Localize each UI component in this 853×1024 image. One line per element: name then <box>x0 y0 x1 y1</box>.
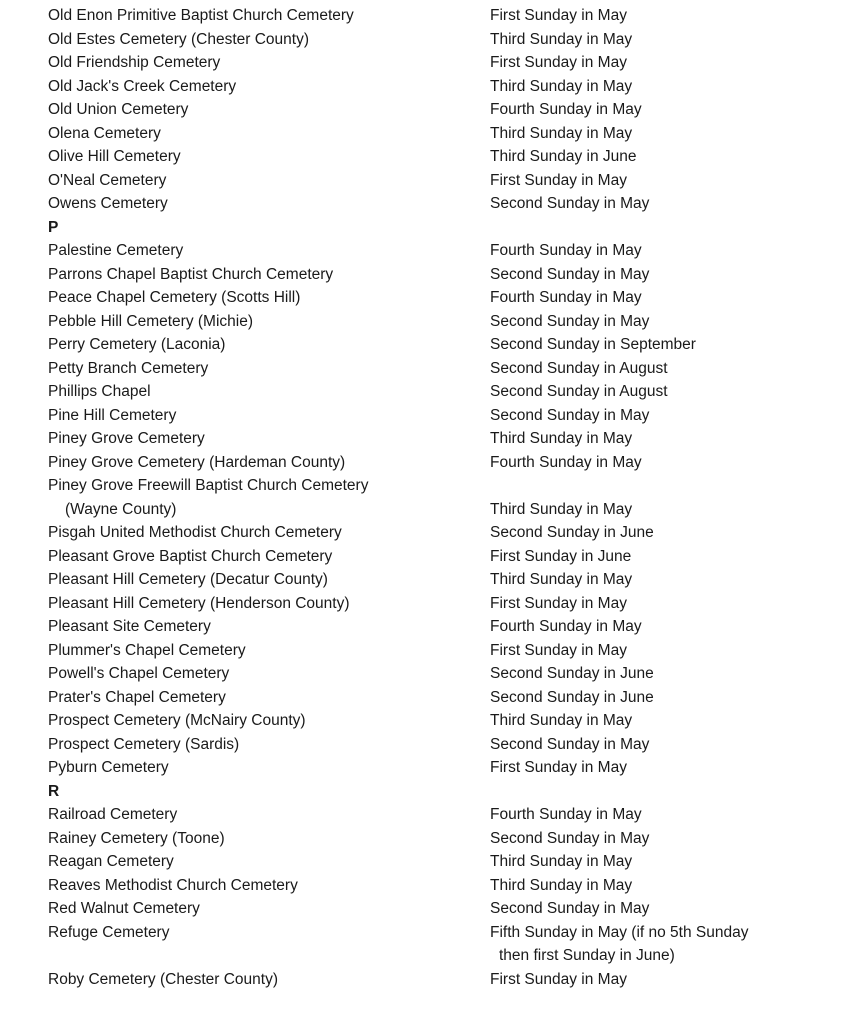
decoration-day-line: Third Sunday in May <box>490 124 633 142</box>
cemetery-name-line: Railroad Cemetery <box>48 806 178 823</box>
decoration-day <box>490 803 843 827</box>
decoration-day <box>490 545 843 569</box>
cemetery-name <box>48 592 490 616</box>
list-item <box>48 75 843 99</box>
decoration-day-line: Second Sunday in August <box>490 359 668 377</box>
decoration-day-line: First Sunday in May <box>490 171 627 189</box>
decoration-day <box>490 639 843 663</box>
decoration-day-line: Fourth Sunday in May <box>490 101 642 118</box>
cemetery-name <box>48 874 490 898</box>
cemetery-name-line: Old Jack's Creek Cemetery <box>48 77 237 95</box>
decoration-day-line: Second Sunday in September <box>490 336 696 353</box>
list-item <box>48 98 843 122</box>
decoration-day-line: Second Sunday in August <box>490 383 668 400</box>
list-item <box>48 592 843 616</box>
decoration-day <box>490 897 843 921</box>
decoration-day <box>490 263 843 287</box>
decoration-day-line: Third Sunday in May <box>490 712 633 729</box>
list-item <box>48 427 843 451</box>
cemetery-name <box>48 310 490 334</box>
decoration-day-line: Third Sunday in May <box>490 30 633 48</box>
cemetery-name-line: Piney Grove Cemetery <box>48 430 205 447</box>
cemetery-name <box>48 451 490 475</box>
cemetery-name-line: Reagan Cemetery <box>48 853 174 870</box>
decoration-day <box>490 28 843 52</box>
cemetery-name <box>48 286 490 310</box>
section-letter-row-r <box>48 780 843 804</box>
cemetery-name-line: Pleasant Site Cemetery <box>48 618 211 635</box>
decoration-day <box>490 4 843 28</box>
decoration-day-line: First Sunday in May <box>490 970 627 988</box>
cemetery-name-line: Pyburn Cemetery <box>48 759 169 776</box>
cemetery-name-line: Pebble Hill Cemetery (Michie) <box>48 312 254 330</box>
list-item <box>48 310 843 334</box>
list-item <box>48 827 843 851</box>
section-letter: R <box>48 782 60 800</box>
decoration-day <box>490 51 843 75</box>
list-item <box>48 545 843 569</box>
cemetery-name <box>48 897 490 921</box>
decoration-day-line: Fifth Sunday in May (if no 5th Sunday <box>490 923 749 941</box>
list-item <box>48 615 843 639</box>
cemetery-name <box>48 662 490 686</box>
decoration-day <box>490 380 843 404</box>
cemetery-name <box>48 333 490 357</box>
cemetery-name <box>48 239 490 263</box>
decoration-day-line: Third Sunday in May <box>490 571 633 588</box>
cemetery-name-line: Olena Cemetery <box>48 124 161 142</box>
cemetery-name <box>48 169 490 193</box>
cemetery-name-line: O'Neal Cemetery <box>48 171 167 189</box>
cemetery-name <box>48 521 490 545</box>
decoration-day-line: Fourth Sunday in May <box>490 618 642 635</box>
cemetery-name-line: Olive Hill Cemetery <box>48 148 181 165</box>
cemetery-name-line: Pisgah United Methodist Church Cemetery <box>48 524 342 541</box>
cemetery-name <box>48 545 490 569</box>
cemetery-name <box>48 803 490 827</box>
cemetery-name-line: Red Walnut Cemetery <box>48 900 200 917</box>
decoration-day-line: Fourth Sunday in May <box>490 806 642 823</box>
list-item <box>48 850 843 874</box>
decoration-day-line: First Sunday in May <box>490 641 627 659</box>
decoration-day <box>490 827 843 851</box>
list-item <box>48 686 843 710</box>
decoration-day-line: Third Sunday in May <box>490 876 633 894</box>
cemetery-name-line: Plummer's Chapel Cemetery <box>48 641 246 659</box>
cemetery-name <box>48 404 490 428</box>
cemetery-name <box>48 921 490 945</box>
cemetery-name-line: Prospect Cemetery (Sardis) <box>48 735 240 753</box>
cemetery-name-line: Pine Hill Cemetery <box>48 406 177 424</box>
cemetery-name <box>48 28 490 52</box>
list-item <box>48 639 843 663</box>
section-letter-row-p <box>48 216 843 240</box>
cemetery-name <box>48 733 490 757</box>
cemetery-name-line: Petty Branch Cemetery <box>48 359 209 377</box>
cemetery-name-line: Old Estes Cemetery (Chester County) <box>48 30 310 48</box>
decoration-day <box>490 568 843 592</box>
cemetery-list <box>48 4 843 991</box>
decoration-day-line: Third Sunday in May <box>490 77 633 95</box>
decoration-day-line: Third Sunday in May <box>490 430 633 447</box>
list-item <box>48 521 843 545</box>
cemetery-name-line: Refuge Cemetery <box>48 923 170 941</box>
list-item <box>48 192 843 216</box>
cemetery-name-line: Palestine Cemetery <box>48 242 184 259</box>
cemetery-name <box>48 615 490 639</box>
list-item <box>48 709 843 733</box>
decoration-day <box>490 451 843 475</box>
list-item <box>48 286 843 310</box>
cemetery-name-line: Prater's Chapel Cemetery <box>48 688 226 706</box>
list-item <box>48 239 843 263</box>
cemetery-name <box>48 756 490 780</box>
day-spacer <box>490 474 843 498</box>
list-item <box>48 897 843 921</box>
cemetery-name <box>48 686 490 710</box>
cemetery-name <box>48 98 490 122</box>
decoration-day-line: Second Sunday in May <box>490 900 650 917</box>
decoration-day <box>490 427 843 451</box>
cemetery-name-line: Old Union Cemetery <box>48 101 189 118</box>
cemetery-name-line: Old Friendship Cemetery <box>48 54 221 71</box>
decoration-day-line: Fourth Sunday in May <box>490 453 642 471</box>
decoration-day <box>490 357 843 381</box>
cemetery-name-line: Roby Cemetery (Chester County) <box>48 970 278 988</box>
list-item <box>48 404 843 428</box>
cemetery-name <box>48 122 490 146</box>
decoration-day <box>490 239 843 263</box>
list-item <box>48 733 843 757</box>
cemetery-name <box>48 709 490 733</box>
list-item <box>48 145 843 169</box>
cemetery-name <box>48 51 490 75</box>
decoration-day <box>490 874 843 898</box>
decoration-day <box>490 521 843 545</box>
decoration-day-line: Second Sunday in May <box>490 406 650 424</box>
list-item <box>48 568 843 592</box>
cemetery-name-line: Reaves Methodist Church Cemetery <box>48 876 298 894</box>
decoration-day-line: Fourth Sunday in May <box>490 242 642 259</box>
cemetery-name <box>48 639 490 663</box>
cemetery-name-line: Peace Chapel Cemetery (Scotts Hill) <box>48 289 301 306</box>
decoration-day-line: First Sunday in May <box>490 594 627 612</box>
cemetery-name <box>48 850 490 874</box>
decoration-day <box>490 662 843 686</box>
decoration-day-line: Second Sunday in May <box>490 735 650 753</box>
decoration-day-line: First Sunday in May <box>490 759 627 776</box>
cemetery-name-line: (Wayne County) <box>65 500 177 518</box>
decoration-day-line: then first Sunday in June) <box>499 947 675 964</box>
cemetery-name-line: Pleasant Hill Cemetery (Henderson County) <box>48 594 350 612</box>
cemetery-name <box>48 568 490 592</box>
decoration-day-line: Second Sunday in May <box>490 265 650 283</box>
cemetery-name-line: Piney Grove Freewill Baptist Church Cemetery <box>48 477 369 494</box>
list-item <box>48 169 843 193</box>
list-item <box>48 921 843 968</box>
decoration-day-line: First Sunday in May <box>490 7 627 24</box>
decoration-day <box>490 286 843 310</box>
cemetery-name <box>48 357 490 381</box>
decoration-day <box>490 404 843 428</box>
cemetery-name-line: Phillips Chapel <box>48 383 151 400</box>
list-item <box>48 874 843 898</box>
cemetery-name <box>48 4 490 28</box>
cemetery-name <box>48 474 490 521</box>
decoration-day-line: Second Sunday in May <box>490 312 650 330</box>
cemetery-name <box>48 968 490 992</box>
decoration-day-line: Second Sunday in June <box>490 688 654 706</box>
cemetery-name <box>48 380 490 404</box>
cemetery-name <box>48 75 490 99</box>
decoration-day-line: First Sunday in June <box>490 547 632 565</box>
cemetery-name-line: Old Enon Primitive Baptist Church Cemetery <box>48 7 354 24</box>
cemetery-name-line: Pleasant Grove Baptist Church Cemetery <box>48 547 333 565</box>
section-letter: P <box>48 218 59 236</box>
decoration-day-line: Third Sunday in May <box>490 500 633 518</box>
decoration-day <box>490 145 843 169</box>
cemetery-name <box>48 427 490 451</box>
decoration-day <box>490 756 843 780</box>
list-item <box>48 451 843 475</box>
cemetery-name-line: Prospect Cemetery (McNairy County) <box>48 712 306 729</box>
cemetery-name <box>48 263 490 287</box>
cemetery-name-line: Rainey Cemetery (Toone) <box>48 829 225 847</box>
decoration-day-line: Third Sunday in June <box>490 148 637 165</box>
cemetery-name <box>48 192 490 216</box>
cemetery-name-line: Piney Grove Cemetery (Hardeman County) <box>48 453 346 471</box>
decoration-day <box>490 850 843 874</box>
list-item <box>48 968 843 992</box>
decoration-day <box>490 310 843 334</box>
decoration-day-line: Second Sunday in May <box>490 829 650 847</box>
decoration-day-line: Second Sunday in June <box>490 665 654 682</box>
list-item <box>48 380 843 404</box>
decoration-day <box>490 968 843 992</box>
decoration-day-line: First Sunday in May <box>490 54 627 71</box>
decoration-day <box>490 615 843 639</box>
list-item <box>48 357 843 381</box>
list-item <box>48 122 843 146</box>
decoration-day <box>490 122 843 146</box>
cemetery-name-line: Powell's Chapel Cemetery <box>48 665 230 682</box>
decoration-day <box>490 98 843 122</box>
decoration-day <box>490 921 843 968</box>
decoration-day <box>490 333 843 357</box>
decoration-day-line: Second Sunday in May <box>490 195 650 212</box>
cemetery-name <box>48 827 490 851</box>
list-item <box>48 662 843 686</box>
list-item <box>48 4 843 28</box>
cemetery-name-line: Parrons Chapel Baptist Church Cemetery <box>48 265 334 283</box>
list-item <box>48 263 843 287</box>
list-item <box>48 333 843 357</box>
decoration-day <box>490 192 843 216</box>
decoration-day-line: Fourth Sunday in May <box>490 289 642 306</box>
decoration-day-line: Third Sunday in May <box>490 853 633 870</box>
list-item <box>48 28 843 52</box>
decoration-day <box>490 474 843 521</box>
cemetery-name <box>48 145 490 169</box>
decoration-day <box>490 686 843 710</box>
cemetery-name-line: Pleasant Hill Cemetery (Decatur County) <box>48 571 328 588</box>
list-item <box>48 803 843 827</box>
cemetery-name-line: Perry Cemetery (Laconia) <box>48 336 226 353</box>
list-item <box>48 474 843 521</box>
decoration-day-line: Second Sunday in June <box>490 524 654 541</box>
list-item <box>48 51 843 75</box>
decoration-day <box>490 709 843 733</box>
cemetery-name-line: Owens Cemetery <box>48 195 168 212</box>
decoration-day <box>490 592 843 616</box>
decoration-day <box>490 733 843 757</box>
decoration-day <box>490 169 843 193</box>
decoration-day <box>490 75 843 99</box>
list-item <box>48 756 843 780</box>
